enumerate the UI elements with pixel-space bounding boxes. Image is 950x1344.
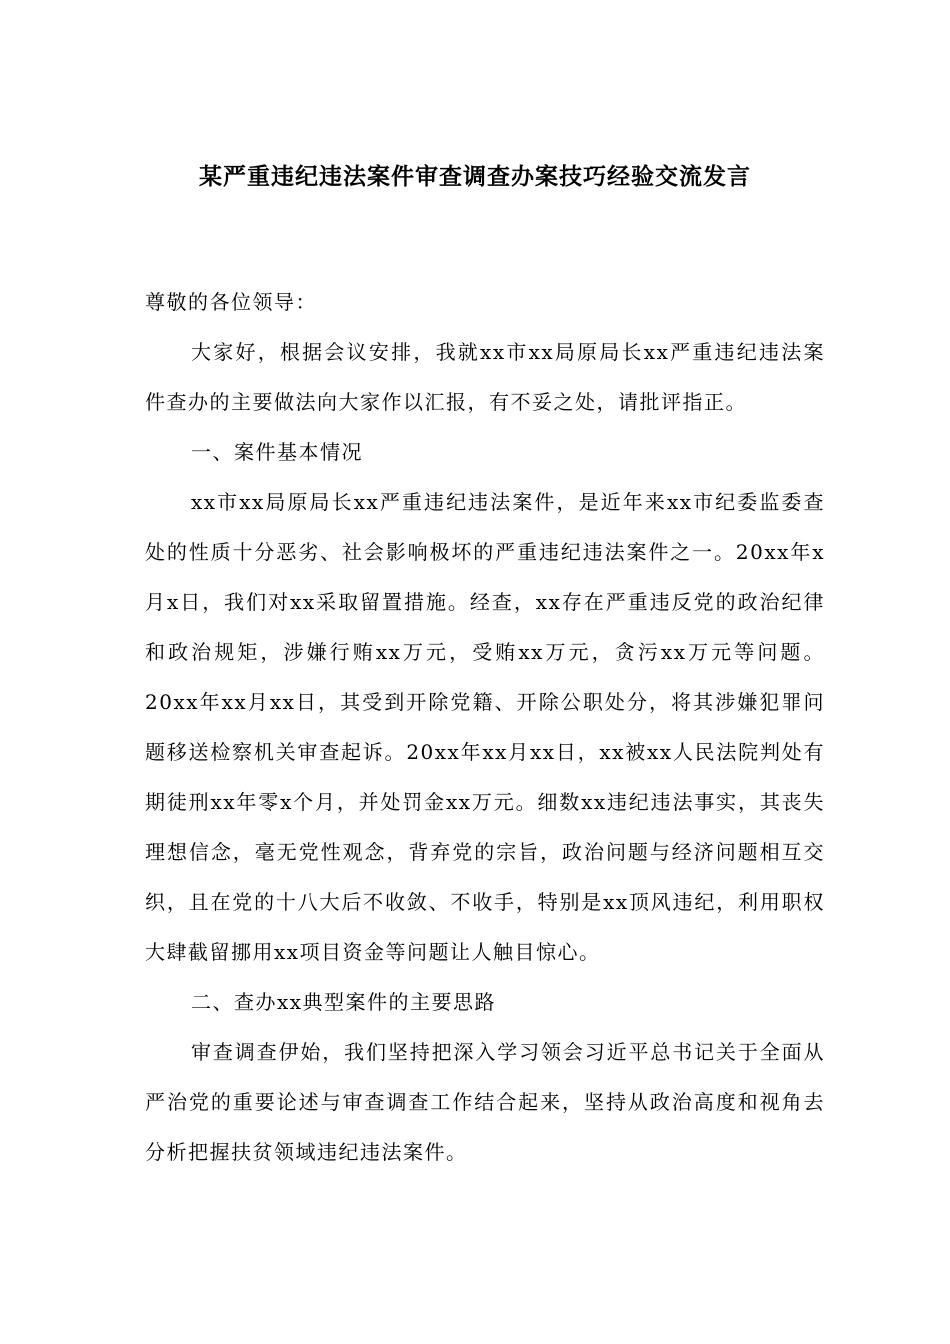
salutation: 尊敬的各位领导： xyxy=(145,290,317,314)
section-heading-case-overview: 一、案件基本情况 xyxy=(191,440,363,464)
paragraph-opening: 大家好，根据会议安排，我就xx市xx局原局长xx严重违纪违法案件查办的主要做法向大家作以汇报，有不妥之处，请批评指正。 xyxy=(145,340,825,414)
document-body xyxy=(145,277,825,1177)
section-heading-main-approach: 二、查办xx典型案件的主要思路 xyxy=(191,990,497,1014)
paragraph-case-overview: xx市xx局原局长xx严重违纪违法案件，是近年来xx市纪委监委查处的性质十分恶劣、社会影响极坏的严重违纪违法案件之一。20xx年x月x日，我们对xx采取留置措施。经查，xx存在严重违反党的政治纪律和政治规矩，涉嫌行贿xx万元，受贿xx万元，贪污xx万元等问题。20xx年xx月xx日，其受到开除党籍、开除公职处分，将其涉嫌犯罪问题移送检察机关审查起诉。20xx年xx月xx日，xx被xx人民法院判处有期徒刑xx年零x个月，并处罚金xx万元。细数xx违纪违法事实，其丧失理想信念，毫无党性观念，背弃党的宗旨，政治问题与经济问题相互交织，且在党的十八大后不收敛、不收手，特别是xx顶风违纪，利用职权大肆截留挪用xx项目资金等问题让人触目惊心。 xyxy=(145,490,825,964)
paragraph-main-approach: 审查调查伊始，我们坚持把深入学习领会习近平总书记关于全面从严治党的重要论述与审查调查工作结合起来，坚持从政治高度和视角去分析把握扶贫领域违纪违法案件。 xyxy=(145,1040,825,1164)
document-title: 某严重违纪违法案件审查调查办案技巧经验交流发言 xyxy=(199,163,751,190)
